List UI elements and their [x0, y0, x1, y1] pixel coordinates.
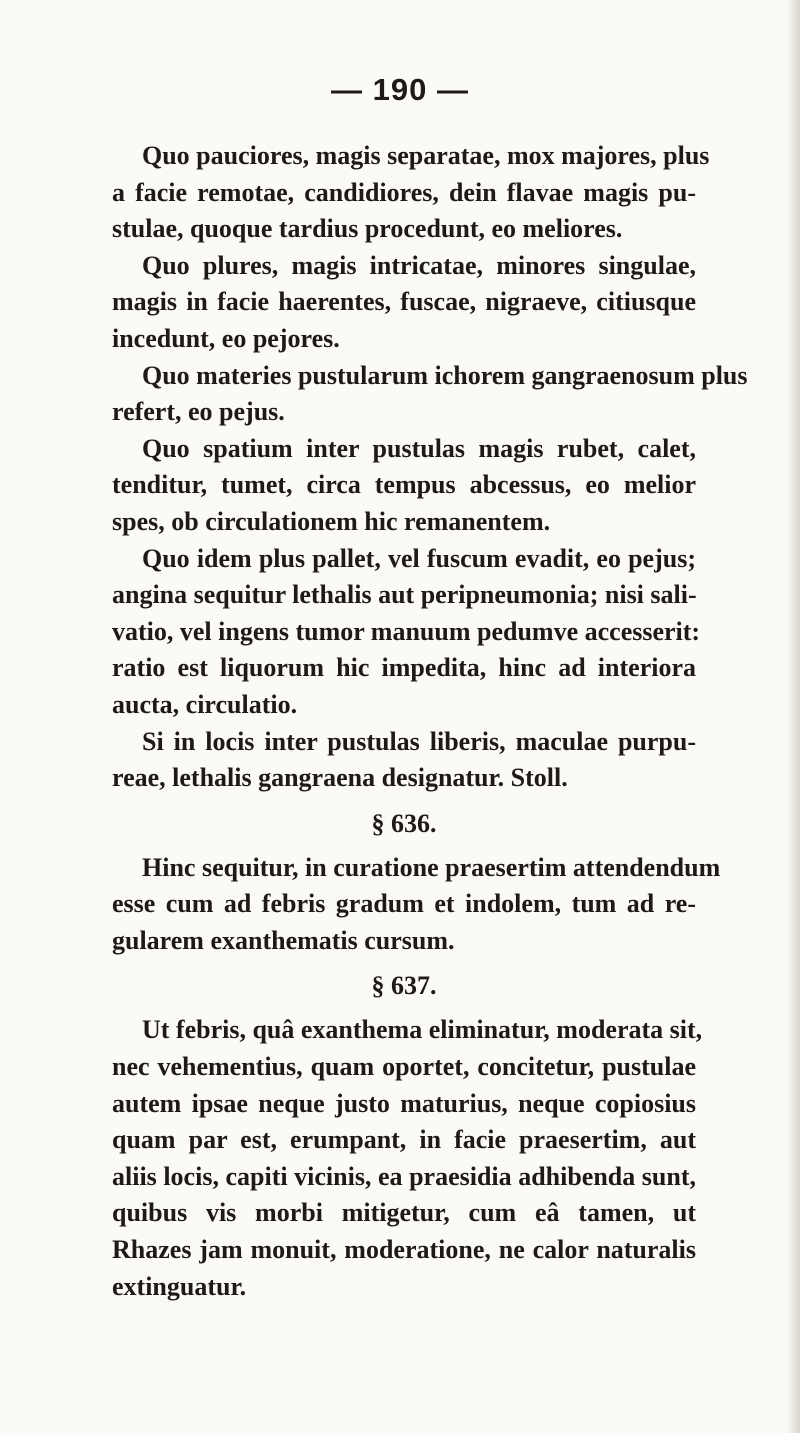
paragraph-2 [112, 248, 696, 358]
text-line: quibus vis morbi mitigetur, cum eâ tamen, ut [112, 1198, 696, 1228]
text-line: esse cum ad febris gradum et indolem, tum ad re- [112, 889, 696, 919]
text-line: Quo spatium inter pustulas magis rubet, calet, [142, 433, 696, 463]
text-line: Rhazes jam monuit, moderatione, ne calor naturalis [112, 1235, 696, 1265]
section-636 [112, 797, 721, 960]
text-line: Quo plures, magis intricatae, minores singulae, [142, 250, 696, 280]
text-line: autem ipsae neque justo maturius, neque copiosius [112, 1088, 696, 1118]
page-edge-shadow [786, 0, 800, 1433]
section-heading: § 636. [371, 808, 437, 838]
text-line: Ut febris, quâ exanthema eliminatur, moderata sit, [142, 1015, 703, 1045]
text-line: tenditur, tumet, circa tempus abcessus, eo melior [112, 470, 696, 500]
paragraph-6 [112, 724, 696, 797]
text-line: quam par est, erumpant, in facie praesertim, aut [112, 1125, 696, 1155]
text-line: magis in facie haerentes, fuscae, nigraeve, citiusque [112, 287, 696, 317]
text-line: angina sequitur lethalis aut peripneumonia; nisi sali- [112, 580, 697, 610]
page-number: — 190 — [331, 72, 469, 107]
text-line: Quo pauciores, magis separatae, mox majores, plus [142, 141, 710, 170]
text-line: refert, eo pejus. [112, 397, 285, 427]
section-637 [112, 959, 703, 1305]
text-line: spes, ob circulationem hic remanentem. [112, 506, 551, 536]
body-text [112, 138, 748, 1305]
text-line: aliis locis, capiti vicinis, ea praesidia adhibenda sunt, [112, 1161, 696, 1191]
text-line: gularem exanthematis cursum. [112, 925, 455, 955]
text-line: extinguatur. [112, 1271, 247, 1301]
paragraph-1 [112, 138, 710, 248]
text-line: Quo idem plus pallet, vel fuscum evadit, eo pejus; [142, 543, 696, 573]
text-line: incedunt, eo pejores. [112, 323, 340, 353]
text-line: Si in locis inter pustulas liberis, maculae purpu- [142, 726, 696, 756]
text-line: reae, lethalis gangraena designatur. Stoll. [112, 763, 568, 793]
paragraph-4 [112, 431, 696, 541]
paragraph-3 [112, 358, 748, 431]
text-line: stulae, quoque tardius procedunt, eo meliores. [112, 214, 623, 244]
text-line: Hinc sequitur, in curatione praesertim attendendum [142, 852, 721, 882]
section-heading: § 637. [371, 971, 437, 1001]
paragraph-5 [112, 541, 701, 724]
text-line: Quo materies pustularum ichorem gangraenosum plus [142, 360, 748, 390]
text-line: nec vehementius, quam oportet, concitetur, pustulae [112, 1052, 696, 1082]
text-line: aucta, circulatio. [112, 689, 298, 719]
text-line: a facie remotae, candidiores, dein flavae magis pu- [112, 177, 696, 207]
text-line: ratio est liquorum hic impedita, hinc ad interiora [112, 653, 696, 683]
text-line: vatio, vel ingens tumor manuum pedumve accesserit: [112, 616, 701, 646]
